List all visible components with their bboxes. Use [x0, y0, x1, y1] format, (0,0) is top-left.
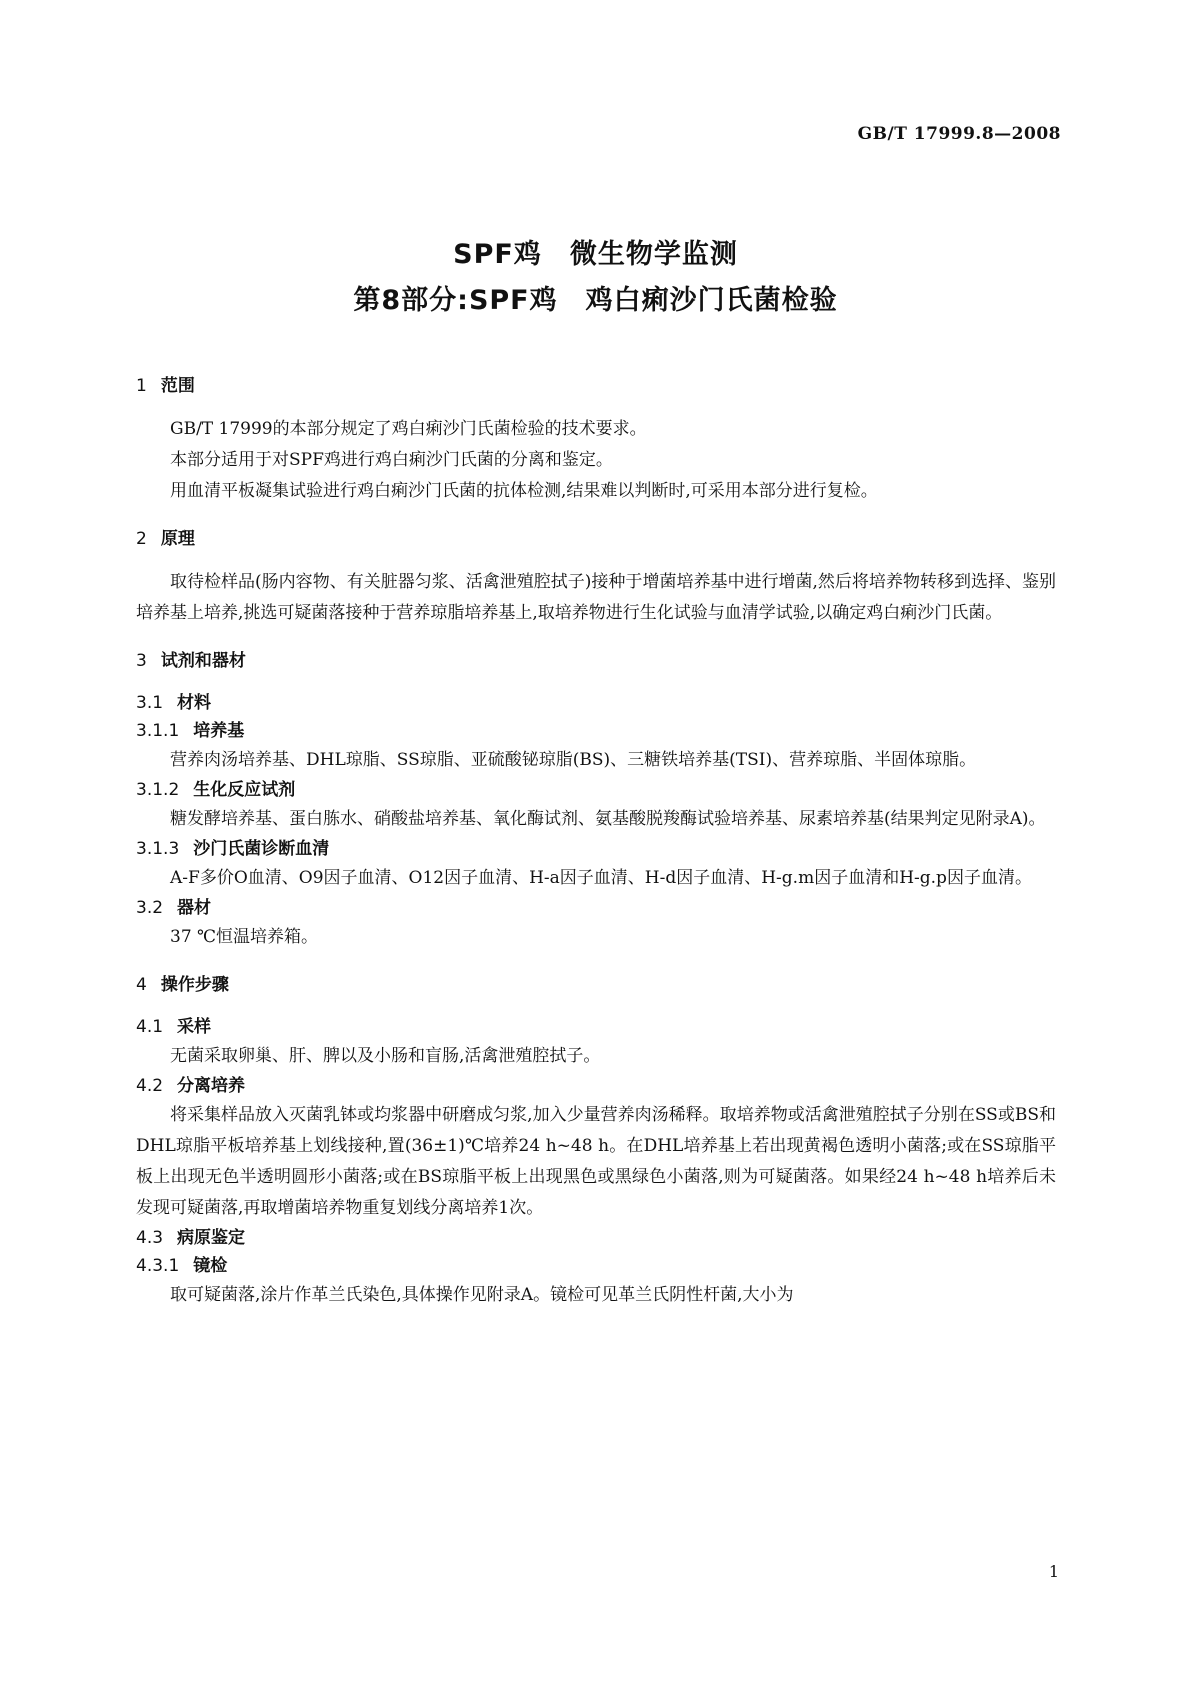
- section-number: 3.1: [136, 693, 164, 713]
- subsection-3-1-2-heading: [136, 776, 1056, 804]
- section-title: 范围: [160, 376, 195, 396]
- section-title: 沙门氏菌诊断血清: [193, 839, 330, 859]
- subsection-3-1-3-heading: [136, 835, 1056, 863]
- paragraph: 取可疑菌落,涂片作革兰氏染色,具体操作见附录A。镜检可见革兰氏阴性杆菌,大小为: [170, 1285, 794, 1305]
- paragraph: 无菌采取卵巢、肝、脾以及小肠和盲肠,活禽泄殖腔拭子。: [170, 1046, 601, 1066]
- standard-code: GB/T 17999.8—2008: [857, 124, 1061, 144]
- section-3-heading: [136, 647, 1056, 675]
- section-2-heading: [136, 525, 1056, 553]
- section-number: 1: [136, 376, 147, 396]
- section-number: 4.3.1: [136, 1256, 180, 1276]
- section-number: 3.1.2: [136, 780, 180, 800]
- subsection-3-1-heading: [136, 689, 1056, 717]
- document-title-line-2: 第8部分:SPF鸡 鸡白痢沙门氏菌检验: [353, 285, 838, 316]
- section-title: 操作步骤: [160, 975, 229, 995]
- subsection-3-1-1-heading: [136, 717, 1056, 745]
- section-title: 材料: [177, 693, 212, 713]
- paragraph: 将采集样品放入灭菌乳钵或均浆器中研磨成匀浆,加入少量营养肉汤稀释。取培养物或活禽泄殖腔拭子分别在SS或BS和DHL琼脂平板培养基上划线接种,置(36±1)℃培养24 h~48 h。在DHL培养基上若出现黄褐色透明小菌落;或在SS琼脂平板上出现无色半透明圆形小菌落;或在BS琼脂平板上出现黑色或黑绿色小菌落,则为可疑菌落。如果经24 h~48 h培养后未发现可疑菌落,再取增菌培养物重复划线分离培养1次。: [136, 1105, 1056, 1218]
- section-number: 4: [136, 975, 147, 995]
- document-body: [136, 372, 1056, 1311]
- paragraph: 本部分适用于对SPF鸡进行鸡白痢沙门氏菌的分离和鉴定。: [170, 450, 613, 470]
- paragraph: 用血清平板凝集试验进行鸡白痢沙门氏菌的抗体检测,结果难以判断时,可采用本部分进行复检。: [170, 481, 878, 501]
- section-title: 生化反应试剂: [193, 780, 296, 800]
- section-title: 镜检: [193, 1256, 228, 1276]
- section-title: 病原鉴定: [177, 1228, 246, 1248]
- page-number: 1: [1048, 1562, 1059, 1581]
- subsection-4-2-heading: [136, 1072, 1056, 1100]
- subsection-3-2-heading: [136, 894, 1056, 922]
- paragraph: 营养肉汤培养基、DHL琼脂、SS琼脂、亚硫酸铋琼脂(BS)、三糖铁培养基(TSI)、营养琼脂、半固体琼脂。: [170, 750, 977, 770]
- section-number: 4.1: [136, 1017, 164, 1037]
- subsection-4-3-1-heading: [136, 1252, 1056, 1280]
- section-title: 分离培养: [177, 1076, 246, 1096]
- section-title: 培养基: [193, 721, 245, 741]
- paragraph: 取待检样品(肠内容物、有关脏器匀浆、活禽泄殖腔拭子)接种于增菌培养基中进行增菌,然后将培养物转移到选择、鉴别培养基上培养,挑选可疑菌落接种于营养琼脂培养基上,取培养物进行生化试验与血清学试验,以确定鸡白痢沙门氏菌。: [136, 572, 1056, 623]
- section-title: 采样: [177, 1017, 212, 1037]
- section-title: 试剂和器材: [160, 651, 246, 671]
- paragraph: 糖发酵培养基、蛋白胨水、硝酸盐培养基、氧化酶试剂、氨基酸脱羧酶试验培养基、尿素培养基(结果判定见附录A)。: [170, 809, 1046, 829]
- section-number: 3.2: [136, 898, 164, 918]
- section-4-heading: [136, 971, 1056, 999]
- paragraph: A-F多价O血清、O9因子血清、O12因子血清、H-a因子血清、H-d因子血清、H-g.m因子血清和H-g.p因子血清。: [170, 868, 1032, 888]
- section-number: 4.2: [136, 1076, 164, 1096]
- section-number: 2: [136, 529, 147, 549]
- section-title: 原理: [160, 529, 195, 549]
- subsection-4-3-heading: [136, 1224, 1056, 1252]
- section-number: 3.1.3: [136, 839, 180, 859]
- section-title: 器材: [177, 898, 212, 918]
- document-title-line-1: SPF鸡 微生物学监测: [453, 239, 738, 270]
- subsection-4-1-heading: [136, 1013, 1056, 1041]
- paragraph: GB/T 17999的本部分规定了鸡白痢沙门氏菌检验的技术要求。: [170, 419, 647, 439]
- paragraph: 37 ℃恒温培养箱。: [170, 927, 319, 947]
- section-number: 3.1.1: [136, 721, 180, 741]
- section-number: 4.3: [136, 1228, 164, 1248]
- section-1-heading: [136, 372, 1056, 400]
- section-number: 3: [136, 651, 147, 671]
